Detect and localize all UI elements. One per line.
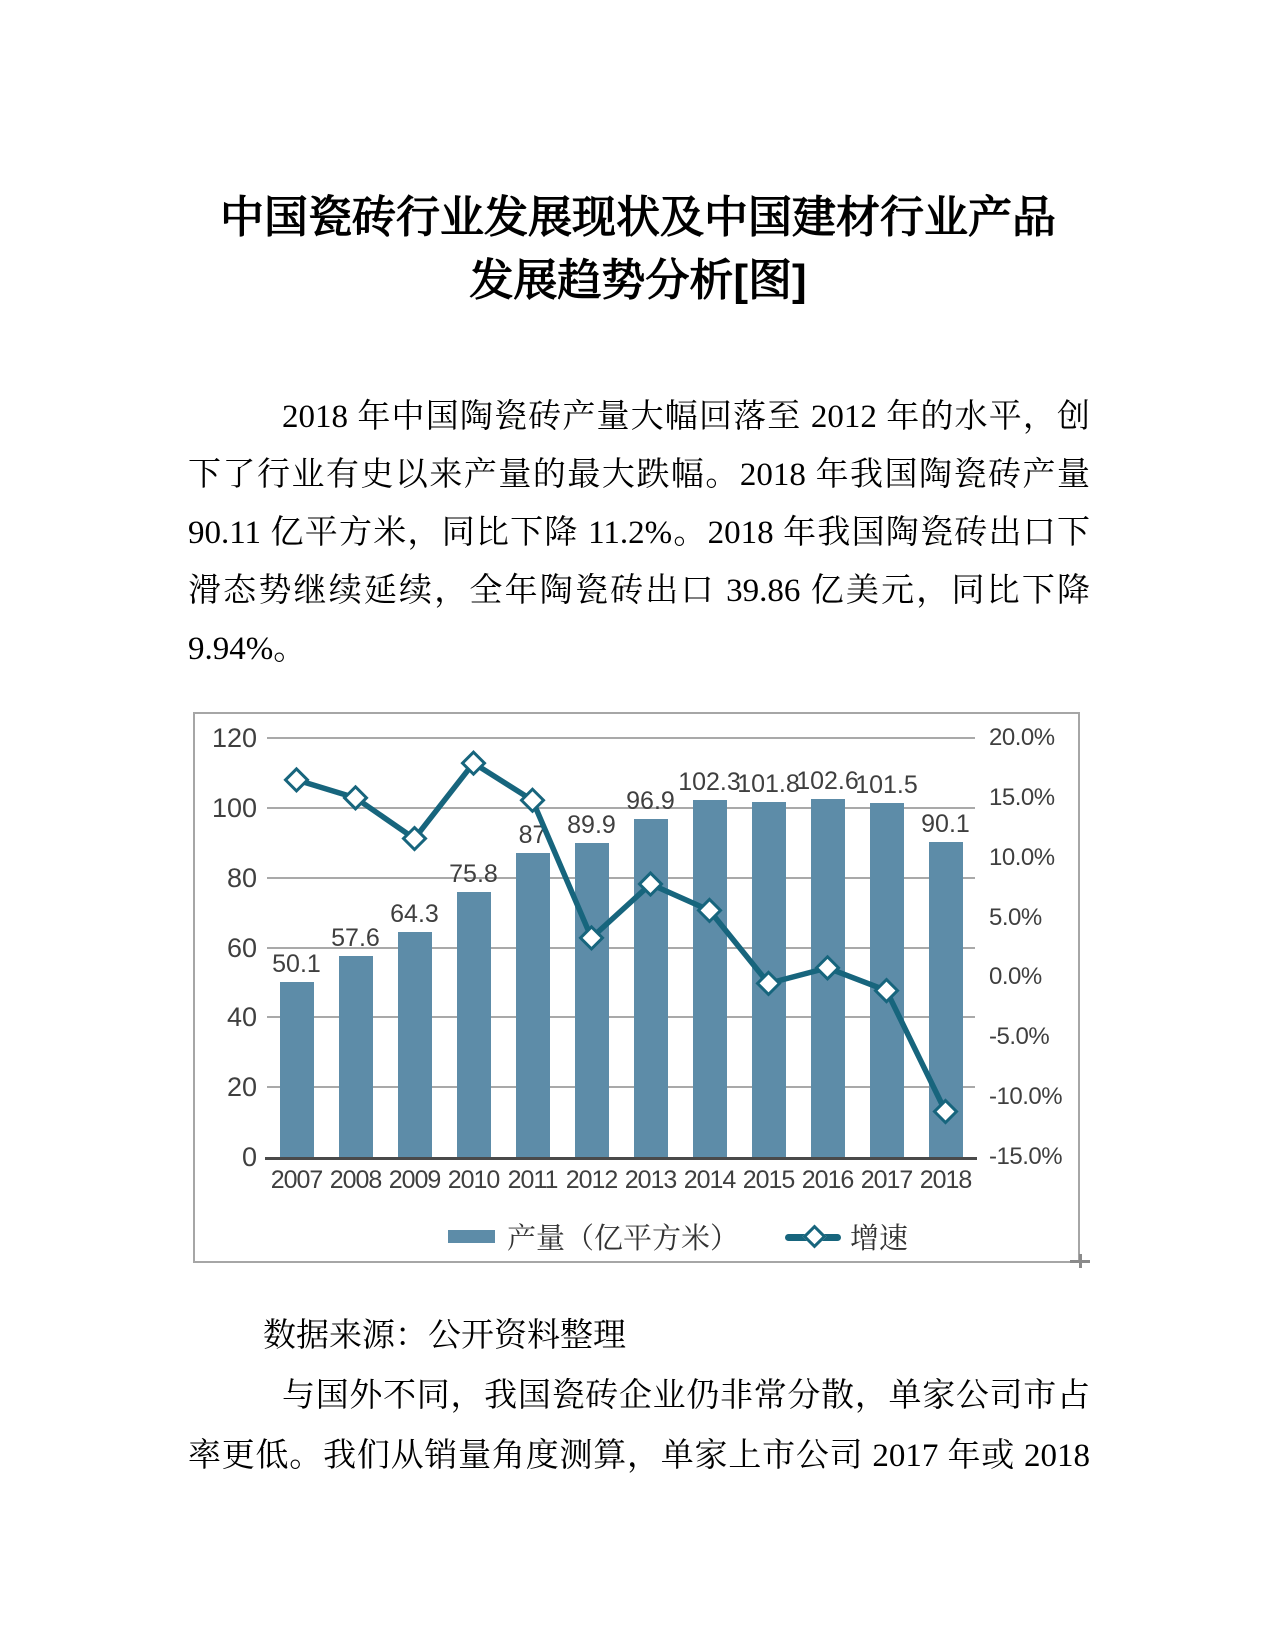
x-axis-year-label: 2009 <box>388 1166 441 1194</box>
x-axis-year-label: 2018 <box>919 1166 972 1194</box>
legend-production-label: 产量（亿平方米） <box>507 1223 740 1255</box>
x-axis-year-label: 2013 <box>624 1166 677 1194</box>
article-title-line-1: 中国瓷砖行业发展现状及中国建材行业产品 <box>220 193 1056 242</box>
left-axis-tick-label: 0 <box>241 1142 257 1172</box>
paragraph-line: 2018 年中国陶瓷砖产量大幅回落至 2012 年的水平，创 <box>282 399 1090 435</box>
bar-value-label: 101.5 <box>855 770 918 799</box>
intro-paragraph <box>188 388 1090 678</box>
bar-value-label: 102.6 <box>796 766 859 795</box>
growth-marker-diamond-icon <box>286 769 308 791</box>
x-axis-year-label: 2015 <box>742 1166 795 1194</box>
bar-value-label: 89.9 <box>567 811 616 840</box>
left-axis-tick-label: 120 <box>211 723 257 753</box>
x-axis-year-label: 2017 <box>860 1166 913 1194</box>
left-axis-tick-label: 60 <box>226 932 257 963</box>
bar-value-label: 101.8 <box>737 769 800 798</box>
right-axis-tick-label: 10.0% <box>989 843 1055 871</box>
right-axis-tick-label: -15.0% <box>989 1143 1063 1170</box>
bar-value-label: 75.8 <box>449 860 498 889</box>
growth-rate-line <box>195 714 1078 1261</box>
x-axis-year-label: 2010 <box>447 1166 500 1194</box>
lower-text-block <box>188 1306 1090 1486</box>
x-axis-year-label: 2007 <box>270 1166 323 1194</box>
x-axis-year-label: 2014 <box>683 1166 736 1194</box>
x-axis-year-label: 2008 <box>329 1166 382 1194</box>
bar-value-label: 102.3 <box>678 767 741 796</box>
bar-value-label: 50.1 <box>272 950 321 979</box>
bar-value-label: 96.9 <box>626 786 675 815</box>
growth-marker-diamond-icon <box>817 957 839 979</box>
article-title <box>188 186 1088 312</box>
paragraph-line: 与国外不同，我国瓷砖企业仍非常分散，单家公司市占 <box>282 1378 1090 1414</box>
paragraph-line: 率更低。我们从销量角度测算，单家上市公司 2017 年或 2018 <box>188 1438 1090 1474</box>
article-title-line-2: 发展趋势分析[图] <box>469 256 807 305</box>
data-source-note: 数据来源：公开资料整理 <box>263 1318 626 1354</box>
x-axis-year-label: 2011 <box>507 1166 558 1194</box>
x-axis-year-label: 2016 <box>801 1166 854 1194</box>
growth-marker-diamond-icon <box>876 980 898 1002</box>
right-axis-tick-label: 15.0% <box>989 783 1055 811</box>
paragraph-line: 9.94%。 <box>188 631 307 667</box>
right-axis-tick-label: 5.0% <box>989 903 1042 931</box>
bar-value-label: 87 <box>518 821 547 850</box>
left-axis-tick-label: 20 <box>226 1072 257 1103</box>
bar-value-label: 64.3 <box>390 900 439 929</box>
growth-marker-diamond-icon <box>935 1101 957 1123</box>
right-axis-tick-label: 20.0% <box>989 724 1055 751</box>
bar-value-label: 90.1 <box>921 810 970 839</box>
right-axis-tick-label: 0.0% <box>989 963 1042 991</box>
bar-value-label: 57.6 <box>331 923 380 952</box>
left-axis-tick-label: 80 <box>226 862 257 893</box>
legend-growth-label: 增速 <box>850 1223 909 1255</box>
x-axis-year-label: 2012 <box>565 1166 618 1194</box>
right-axis-tick-label: -5.0% <box>989 1023 1050 1051</box>
left-axis-tick-label: 40 <box>226 1002 257 1033</box>
left-axis-tick-label: 100 <box>211 792 257 823</box>
production-chart <box>193 712 1080 1263</box>
right-axis-tick-label: -10.0% <box>989 1083 1063 1111</box>
paragraph-line: 下了行业有史以来产量的最大跌幅。2018 年我国陶瓷砖产量 <box>188 457 1090 493</box>
paragraph-line: 滑态势继续延续，全年陶瓷砖出口 39.86 亿美元，同比下降 <box>188 573 1091 609</box>
paragraph-line: 90.11 亿平方米，同比下降 11.2%。2018 年我国陶瓷砖出口下 <box>188 515 1090 551</box>
